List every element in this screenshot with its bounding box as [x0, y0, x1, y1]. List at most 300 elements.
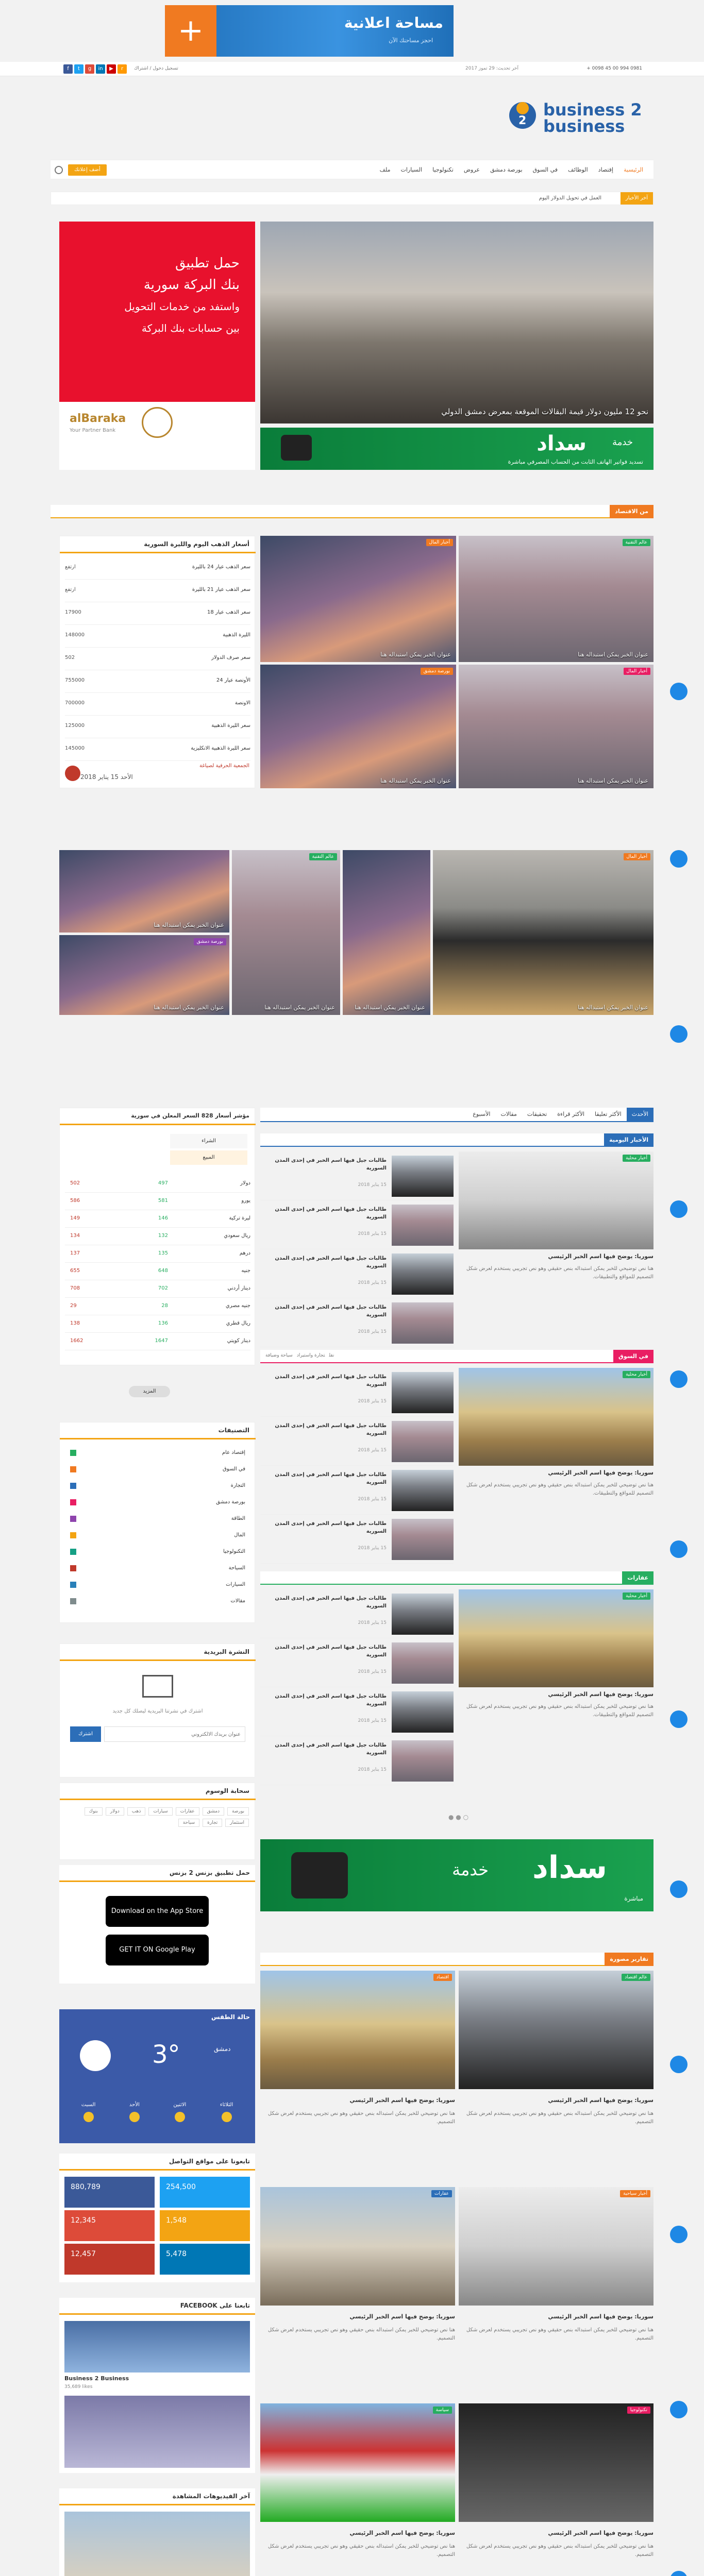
linkedin-icon[interactable]: in [96, 64, 105, 74]
exchange-row [65, 1333, 250, 1350]
albaraka-tagline: Your Partner Bank [70, 428, 116, 433]
scroll-top-button[interactable] [670, 2571, 688, 2576]
lead-news-image[interactable] [459, 1368, 653, 1466]
category-item[interactable] [70, 1578, 245, 1594]
buy-value: 581 [158, 1198, 168, 1204]
currency-name: دينار أردني [227, 1285, 250, 1291]
gplus-count[interactable]: 12,345 [64, 2210, 155, 2241]
list-item[interactable] [260, 1466, 454, 1515]
gold-row-value: ارتفع [65, 587, 76, 592]
category-label: الطاقة [231, 1516, 245, 1521]
category-item[interactable] [70, 1495, 245, 1512]
add-ad-button[interactable]: أضف إعلانك [68, 164, 107, 176]
facebook-page-name[interactable]: Business 2 Business [64, 2375, 129, 2382]
exchange-row [65, 1245, 250, 1263]
albaraka-logo: alBaraka [70, 412, 126, 425]
list-item[interactable] [260, 1368, 454, 1417]
sell-value: 137 [70, 1250, 80, 1256]
award-icon [142, 407, 173, 438]
gold-row-label: سعر الليرة الذهبية [211, 723, 250, 728]
list-thumb [392, 1519, 454, 1560]
gold-row-label: الاونصة [234, 700, 250, 706]
exchange-tab-sell[interactable]: المبيع [170, 1150, 247, 1165]
buy-value: 146 [158, 1215, 168, 1221]
exchange-row [65, 1228, 250, 1245]
gold-row-value: 17900 [65, 609, 81, 615]
list-title: طالبات جيل فيها اسم الخبر في إحدى المدن السورية [275, 1158, 387, 1171]
section-title: تقارير مصورة [605, 1953, 653, 1966]
weather-widget [59, 2009, 255, 2143]
section-header [260, 1953, 653, 1966]
lead-text: هنا نص توضيحي للخبر يمكن استبداله بنص حقيقي وهو نص تجريبي يستخدم لعرض شكل التصميم للمواقع والتطبيقات. [466, 1266, 653, 1280]
category-label: بورصة دمشق [216, 1499, 245, 1505]
gallery-image [260, 1971, 455, 2089]
ad-line: بين حسابات بنك البركة [141, 322, 240, 334]
weather-city: دمشق [214, 2045, 231, 2053]
list-date: 15 يناير 2018 [358, 1448, 387, 1453]
app-title: حمل تطبيق بزنس 2 بزنس [169, 1869, 250, 1876]
market-tabs [265, 1353, 334, 1358]
sell-value: 149 [70, 1215, 80, 1221]
tag-pill[interactable]: ذهب [127, 1807, 146, 1816]
section-header [260, 1350, 653, 1363]
gold-row [65, 648, 250, 670]
gallery-card[interactable] [459, 2403, 653, 2576]
card-caption: عنوان الخبر يمكن استبداله هنا [380, 777, 451, 784]
card-tag: أخبار المال [426, 539, 453, 546]
list-date: 15 يناير 2018 [358, 1182, 387, 1188]
nav-item[interactable]: الوظائف [568, 166, 588, 173]
tile-caption: عنوان الخبر يمكن استبداله هنا [154, 922, 224, 928]
nav-item[interactable]: إقتصاد [598, 166, 614, 173]
category-color-icon [70, 1532, 76, 1538]
weather-title: حالة الطقس [211, 2013, 250, 2021]
nav-item-home[interactable]: الرئيسية [624, 166, 643, 173]
gold-row-value: 125000 [65, 723, 85, 728]
logo-mark: 2 [509, 102, 536, 129]
list-title: طالبات جيل فيها اسم الخبر في إحدى المدن السورية [275, 1304, 387, 1318]
ad-subtitle: احجز مساحتك الآن [389, 37, 433, 44]
list-date: 15 يناير 2018 [358, 1669, 387, 1674]
gallery-tag: عقارات [431, 2190, 452, 2197]
list-item[interactable] [260, 1736, 454, 1785]
currency-name: جنيه [241, 1268, 250, 1274]
twitter-icon[interactable]: t [74, 64, 83, 74]
videos-widget [59, 2488, 255, 2576]
list-item[interactable] [260, 1589, 454, 1638]
category-label: مقالات [230, 1598, 245, 1604]
tab[interactable]: الأحدث [627, 1108, 653, 1121]
app-widget [59, 1865, 255, 1984]
list-title: طالبات جيل فيها اسم الخبر في إحدى المدن السورية [275, 1645, 387, 1658]
sadad-banner[interactable] [260, 1839, 653, 1911]
gallery-desc: هنا نص توضيحي للخبر يمكن استبداله بنص حقيقي وهو نص تجريبي يستخدم لعرض شكل التصميم. [466, 2544, 653, 2557]
nav-item[interactable]: السيارات [400, 166, 423, 173]
lead-news-image[interactable] [459, 1151, 653, 1249]
list-date: 15 يناير 2018 [358, 1231, 387, 1236]
list-thumb [392, 1421, 454, 1462]
category-color-icon [70, 1516, 76, 1522]
gold-row [65, 693, 250, 716]
gplus-icon[interactable]: g [85, 64, 94, 74]
list-thumb [392, 1205, 454, 1246]
list-item[interactable] [260, 1417, 454, 1466]
lead-title[interactable]: سوريا: يوضح فيها اسم الخبر الرئيسي [548, 1253, 653, 1260]
gallery-card[interactable] [459, 2187, 653, 2393]
social-links [62, 64, 127, 74]
lead-title[interactable]: سوريا: يوضح فيها اسم الخبر الرئيسي [548, 1691, 653, 1698]
hero-main-image[interactable] [260, 222, 653, 423]
mosaic-tile[interactable] [59, 850, 229, 933]
category-item[interactable] [70, 1528, 245, 1545]
category-label: السيارات [226, 1582, 245, 1587]
scroll-top-button[interactable] [670, 683, 688, 700]
gold-row-value: 145000 [65, 745, 85, 751]
ad-plus-box: + [165, 5, 216, 57]
gallery-tag: أخبار سياحية [620, 2190, 650, 2197]
category-item[interactable] [70, 1561, 245, 1578]
nav-item[interactable]: بورصة دمشق [490, 166, 523, 173]
weather-temp: 3° [152, 2040, 180, 2069]
feature-card[interactable] [459, 536, 653, 662]
albaraka-ad[interactable] [59, 222, 255, 470]
section-header [51, 505, 653, 518]
sun-icon [129, 2112, 140, 2122]
list-title: طالبات جيل فيها اسم الخبر في إحدى المدن السورية [275, 1423, 387, 1436]
market-tab[interactable]: سياحة وضيافة [265, 1353, 293, 1358]
gold-row-label: سعر الذهب عيار 18 [207, 609, 250, 615]
exchange-tab-buy[interactable]: الشراء [170, 1134, 247, 1148]
tag-pill[interactable]: سيارات [148, 1807, 172, 1816]
gold-logo-icon [65, 766, 80, 781]
category-item[interactable] [70, 1462, 245, 1479]
news-list [260, 1589, 454, 1785]
gold-row [65, 716, 250, 738]
gold-table [65, 557, 250, 761]
category-item[interactable] [70, 1479, 245, 1495]
list-thumb [392, 1372, 454, 1413]
nav-item[interactable]: تكنولوجيا [432, 166, 454, 173]
youtube-count[interactable]: 12,457 [64, 2244, 155, 2275]
sell-value: 1662 [70, 1338, 83, 1344]
scroll-top-button[interactable] [670, 1880, 688, 1898]
gold-row-value: ارتفع [65, 564, 76, 570]
gold-row-label: الليرة الذهبية [223, 632, 250, 638]
tab[interactable]: الأكثر تعليقا [595, 1111, 622, 1117]
category-item[interactable] [70, 1512, 245, 1528]
gallery-desc: هنا نص توضيحي للخبر يمكن استبداله بنص حقيقي وهو نص تجريبي يستخدم لعرض شكل التصميم. [466, 2111, 653, 2125]
news-ticker [51, 192, 653, 205]
gold-row [65, 625, 250, 648]
tab[interactable]: تحقيقات [527, 1111, 547, 1117]
feature-card[interactable] [459, 665, 653, 788]
facebook-post-image[interactable] [64, 2396, 250, 2468]
gallery-image [459, 1971, 653, 2089]
top-ad-banner[interactable] [165, 5, 454, 57]
list-thumb [392, 1253, 454, 1295]
tabs-bar [260, 1108, 653, 1122]
exchange-row [65, 1315, 250, 1333]
gold-row-label: سعر الليرة الذهبية الانكليزية [191, 745, 250, 751]
email-input[interactable] [104, 1726, 245, 1742]
feature-card[interactable] [260, 665, 456, 788]
phone-icon [291, 1852, 348, 1899]
feature-card[interactable] [260, 536, 456, 662]
exchange-table [65, 1175, 250, 1350]
rss-icon[interactable]: r [118, 64, 127, 74]
appstore-button[interactable]: Download on the App Store [106, 1896, 209, 1927]
list-date: 15 يناير 2018 [358, 1329, 387, 1334]
gallery-title: سوريا: يوضح فيها اسم الخبر الرئيسي [349, 2097, 455, 2104]
gold-row [65, 602, 250, 625]
tag-pill[interactable]: استثمار [225, 1819, 249, 1827]
gallery-image [260, 2403, 455, 2522]
newsletter-text: اشترك في نشرتنا البريدية ليصلك كل جديد [112, 1708, 203, 1714]
video-thumbnail[interactable] [64, 2512, 250, 2576]
category-item[interactable] [70, 1545, 245, 1561]
lead-news-image[interactable] [459, 1589, 653, 1687]
gallery-card[interactable] [260, 2187, 455, 2393]
list-date: 15 يناير 2018 [358, 1280, 387, 1285]
mail-icon [142, 1675, 173, 1698]
facebook-cover[interactable] [64, 2321, 250, 2372]
categories-title: التصنيفات [218, 1427, 249, 1434]
logo-line1: business 2 [543, 100, 642, 120]
scroll-top-button[interactable] [670, 2401, 688, 2418]
section-title: الأخبار اليومية [604, 1133, 653, 1147]
gallery-title: سوريا: يوضح فيها اسم الخبر الرئيسي [548, 2313, 653, 2320]
list-thumb [392, 1470, 454, 1511]
tile-tag: أخبار المال [624, 853, 650, 860]
scroll-top-button[interactable] [670, 850, 688, 868]
linkedin-count[interactable]: 5,478 [160, 2244, 250, 2275]
sell-value: 708 [70, 1285, 80, 1291]
list-item[interactable] [260, 1200, 454, 1249]
weather-day-label: الثلاثاء [220, 2102, 233, 2108]
site-logo[interactable] [505, 97, 660, 138]
news-list [260, 1151, 454, 1347]
nav-item[interactable]: عروض [463, 166, 480, 173]
gallery-card[interactable] [260, 1971, 455, 2177]
gold-row-value: 755000 [65, 677, 85, 683]
sell-value: 502 [70, 1180, 80, 1186]
mosaic-tile[interactable] [232, 850, 340, 1015]
newsletter-widget [59, 1643, 255, 1777]
list-item[interactable] [260, 1687, 454, 1736]
buy-value: 1647 [155, 1338, 168, 1344]
lead-title[interactable]: سوريا: يوضح فيها اسم الخبر الرئيسي [548, 1469, 653, 1476]
facebook-count[interactable]: 880,789 [64, 2177, 155, 2208]
list-item[interactable] [260, 1298, 454, 1347]
card-caption: عنوان الخبر يمكن استبداله هنا [578, 777, 648, 784]
tag-pill[interactable]: بورصة [227, 1807, 249, 1816]
exchange-row [65, 1263, 250, 1280]
sadad-label: خدمة [612, 437, 633, 448]
category-color-icon [70, 1466, 76, 1472]
mosaic-tile[interactable] [59, 935, 229, 1015]
category-item[interactable] [70, 1446, 245, 1462]
tile-caption: عنوان الخبر يمكن استبداله هنا [355, 1004, 425, 1011]
facebook-likes: 35,689 likes [64, 2384, 93, 2389]
newsletter-title: النشرة البريدية [204, 1648, 249, 1655]
weather-day [129, 2102, 140, 2122]
tag-pill[interactable]: دولار [106, 1807, 124, 1816]
list-date: 15 يناير 2018 [358, 1620, 387, 1625]
main-nav [51, 160, 653, 179]
googleplay-button[interactable]: GET IT ON Google Play [106, 1935, 209, 1965]
ad-line: واستفد من خدمات التحويل [124, 300, 240, 313]
lead-tag: أخبار محلية [623, 1371, 650, 1378]
tab[interactable]: الأكثر قراءة [557, 1111, 585, 1117]
list-item[interactable] [260, 1151, 454, 1200]
card-tag: بورصة دمشق [421, 668, 453, 675]
gallery-image [260, 2187, 455, 2306]
exchange-row [65, 1298, 250, 1315]
card-tag: أخبار المال [624, 668, 650, 675]
lead-text: هنا نص توضيحي للخبر يمكن استبداله بنص حقيقي وهو نص تجريبي يستخدم لعرض شكل التصميم للمواقع والتطبيقات. [466, 1704, 653, 1718]
scroll-top-button[interactable] [670, 1370, 688, 1388]
scroll-top-button[interactable] [670, 2056, 688, 2073]
ad-line: بنك البركة سورية [143, 277, 240, 293]
list-date: 15 يناير 2018 [358, 1546, 387, 1551]
gold-row [65, 738, 250, 761]
category-label: في السوق [223, 1466, 245, 1472]
section-title: من الاقتصاد [610, 505, 653, 518]
list-item[interactable] [260, 1249, 454, 1298]
scroll-top-button[interactable] [670, 1540, 688, 1558]
scroll-top-button[interactable] [670, 1710, 688, 1728]
search-icon[interactable] [55, 166, 63, 174]
category-color-icon [70, 1450, 76, 1456]
gallery-tag: تكنولوجيا [627, 2406, 650, 2414]
exchange-row [65, 1175, 250, 1193]
list-title: طالبات جيل فيها اسم الخبر في إحدى المدن السورية [275, 1742, 387, 1756]
list-item[interactable] [260, 1638, 454, 1687]
list-title: طالبات جيل فيها اسم الخبر في إحدى المدن السورية [275, 1256, 387, 1269]
currency-name: ريال سعودي [224, 1233, 250, 1239]
gallery-tag: عالم اقتصاد [622, 1974, 650, 1981]
gold-date: الأحد 15 يناير 2018 [80, 773, 133, 781]
tile-caption: عنوان الخبر يمكن استبداله هنا [154, 1004, 224, 1011]
gallery-tag: اقتصاد [433, 1974, 452, 1981]
gallery-card[interactable] [260, 2403, 455, 2576]
tags-widget [59, 1783, 255, 1860]
facebook-icon[interactable]: f [63, 64, 73, 74]
card-caption: عنوان الخبر يمكن استبداله هنا [380, 651, 451, 658]
social-counts-widget [59, 2154, 255, 2282]
weather-day-label: الاثنين [173, 2102, 187, 2108]
facebook-title: تابعنا على FACEBOOK [180, 2302, 250, 2309]
rss-count[interactable]: 1,548 [160, 2210, 250, 2241]
exchange-row [65, 1280, 250, 1298]
tab[interactable]: الأسبوع [473, 1111, 491, 1117]
currency-name: دولار [240, 1180, 250, 1186]
tag-pill[interactable]: تجارة [203, 1819, 222, 1827]
currency-name: دينار كويتي [227, 1338, 250, 1344]
category-color-icon [70, 1565, 76, 1571]
youtube-icon[interactable]: ▶ [107, 64, 116, 74]
sadad-label: خدمة [452, 1860, 489, 1879]
mosaic-tile[interactable] [343, 850, 430, 1015]
weather-day-label: السبت [81, 2102, 96, 2108]
sell-value: 655 [70, 1268, 80, 1274]
tag-pill[interactable]: سياحة [178, 1819, 199, 1827]
card-caption: عنوان الخبر يمكن استبداله هنا [578, 651, 648, 658]
category-label: التكنولوجيا [223, 1549, 245, 1554]
hero-caption[interactable]: نحو 12 مليون دولار قيمة البقالات الموقعة بمعرض دمشق الدولي [441, 407, 648, 416]
gallery-card[interactable] [459, 1971, 653, 2177]
nav-item[interactable]: ملف [379, 166, 391, 173]
sadad-banner[interactable] [260, 428, 653, 470]
tag-pill[interactable]: عقارات [176, 1807, 199, 1816]
news-list [260, 1368, 454, 1564]
category-color-icon [70, 1483, 76, 1489]
contact-info [586, 66, 642, 71]
gold-row-label: سعر صرف الدولار [211, 655, 250, 660]
list-thumb [392, 1156, 454, 1197]
tag-pill[interactable]: بنوك [85, 1807, 103, 1816]
more-button[interactable]: المزيد [129, 1386, 170, 1397]
market-tab[interactable]: تجارة واستيراد [296, 1353, 325, 1358]
buy-value: 702 [158, 1285, 168, 1291]
twitter-count[interactable]: 254,500 [160, 2177, 250, 2208]
list-date: 15 يناير 2018 [358, 1767, 387, 1772]
sell-value: 586 [70, 1198, 80, 1204]
list-title: طالبات جيل فيها اسم الخبر في إحدى المدن السورية [275, 1596, 387, 1609]
buy-value: 28 [161, 1303, 168, 1309]
gallery-desc: هنا نص توضيحي للخبر يمكن استبداله بنص حقيقي وهو نص تجريبي يستخدم لعرض شكل التصميم. [267, 2544, 455, 2557]
ticker-text[interactable]: العمل في تحويل الدولار اليوم [539, 195, 601, 201]
currency-name: درهم [239, 1250, 250, 1256]
weather-day-label: الأحد [129, 2102, 140, 2108]
section-title: عقارات [622, 1571, 653, 1585]
subscribe-button[interactable]: اشترك [70, 1726, 101, 1742]
scroll-top-button[interactable] [670, 2226, 688, 2243]
moon-icon [80, 2040, 111, 2071]
ad-title: مساحة اعلانية [344, 14, 443, 31]
gallery-desc: هنا نص توضيحي للخبر يمكن استبداله بنص حقيقي وهو نص تجريبي يستخدم لعرض شكل التصميم. [267, 2327, 455, 2341]
list-title: طالبات جيل فيها اسم الخبر في إحدى المدن السورية [275, 1693, 387, 1707]
section-header [260, 1571, 653, 1585]
category-label: المال [234, 1532, 245, 1538]
category-item[interactable] [70, 1594, 245, 1611]
category-label: التجارة [230, 1483, 245, 1488]
list-title: طالبات جيل فيها اسم الخبر في إحدى المدن السورية [275, 1521, 387, 1534]
sadad-sub: مباشرة [624, 1895, 643, 1902]
tag-pill[interactable]: دمشق [203, 1807, 224, 1816]
mosaic-tile[interactable] [433, 850, 653, 1015]
gold-row [65, 580, 250, 602]
gallery-desc: هنا نص توضيحي للخبر يمكن استبداله بنص حقيقي وهو نص تجريبي يستخدم لعرض شكل التصميم. [267, 2111, 455, 2125]
buy-value: 132 [158, 1233, 168, 1239]
buy-value: 135 [158, 1250, 168, 1256]
gallery-title: سوريا: يوضح فيها اسم الخبر الرئيسي [548, 2097, 653, 2104]
categories-widget [59, 1422, 255, 1623]
market-tab[interactable]: نقل [329, 1353, 334, 1358]
scroll-top-button[interactable] [670, 1200, 688, 1218]
nav-menu [375, 160, 648, 180]
login-link[interactable]: تسجيل دخول / اشتراك [134, 66, 178, 71]
category-color-icon [70, 1582, 76, 1588]
gallery-tag: سياسة [433, 2406, 452, 2414]
scroll-top-button[interactable] [670, 1025, 688, 1043]
nav-item[interactable]: في السوق [532, 166, 558, 173]
gold-row-label: سعر الذهب عيار 24 بالليرة [192, 564, 250, 570]
tile-tag: بورصة دمشق [194, 938, 226, 945]
list-thumb [392, 1691, 454, 1733]
list-item[interactable] [260, 1515, 454, 1564]
tab[interactable]: مقالات [500, 1111, 517, 1117]
